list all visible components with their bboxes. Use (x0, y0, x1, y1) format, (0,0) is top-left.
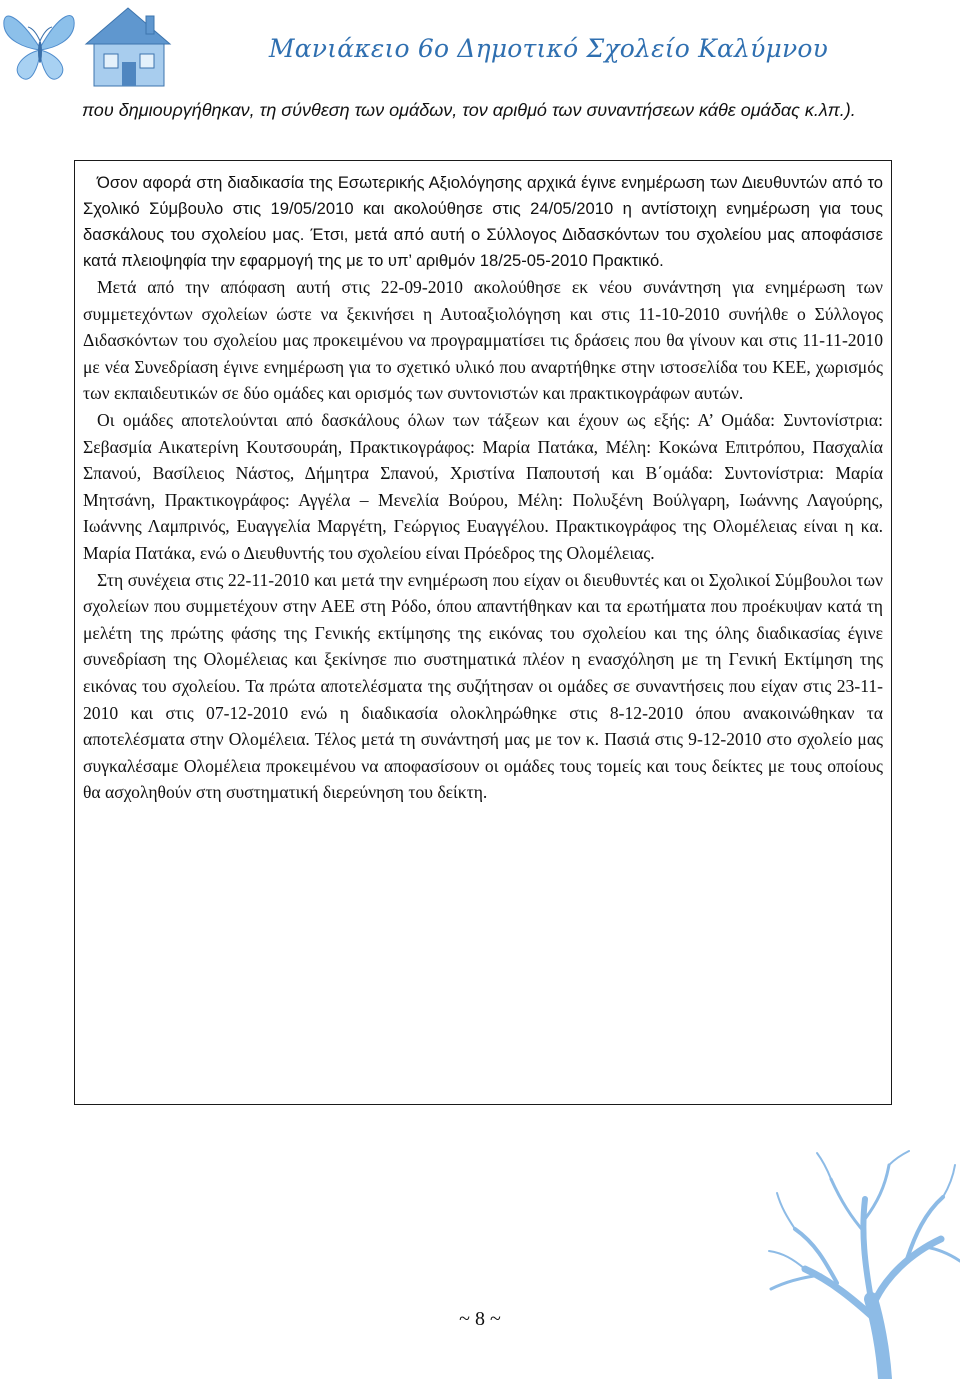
paragraph-plenary: Στη συνέχεια στις 22-11-2010 και μετά την ενημέρωση που είχαν οι διευθυντές και οι Σχολικοί Σύμβουλοι των σχολείων που συμμετέχουν στην ΑΕΕ στη Ρόδο, όπου απαντήθηκαν και τα ερωτήματα που προέκυψαν κατά τη μελέτη της πρώτης φάσης της Γενικής εκτίμησης της εικόνας του σχολείου και της όλης διαδικασίας έγινε συνεδρίαση της Ολομέλειας και ξεκίνησε πιο συστηματικά πλέον η ενασχόληση με τη Γενική Εκτίμηση της εικόνας του σχολείου. Τα πρώτα αποτελέσματα της συζήτησαν οι ομάδες σε συναντήσεις που είχαν στις 23-11-2010 και στις 07-12-2010 ενώ η διαδικασία ολοκληρώθηκε στις 8-12-2010 όπου ανακοινώθηκαν τα αποτελέσματα στην Ολομέλεια. Τέλος μετά τη συνάντησή μας με τον κ. Πασιά στις 9-12-2010 στο σχολείο μας συγκαλέσαμε Ολομέλεια προκειμένου να αποφασίσουν οι ομάδες τους τομείς και τους δείκτες με τους οποίους θα ασχοληθούν στη συστηματική διερεύνηση του δείκτη. (83, 569, 883, 803)
paragraph-meetings: Μετά από την απόφαση αυτή στις 22-09-2010 ακολούθησε εκ νέου συνάντηση για ενημέρωση των συμμετεχόντων σχολείων ώστε να ξεκινήσει η Αυτοαξιολόγηση και στις 11-10-2010 συνήλθε ο Σύλλογος Διδασκόντων του σχολείου μας προκειμένου να προγραμματίσει τις δράσεις που θα γίνουν και στις 11-11-2010 με νέα Συνεδρίαση έγινε ενημέρωση για το σχετικό υλικό που αναρτήθηκε στην ιστοσελίδα του ΚΕΕ, χωρισμός των εκπαιδευτικών σε δύο ομάδες και ορισμός των συντονιστών και πρακτικογράφων αυτών. (83, 277, 883, 404)
page-number: ~ 8 ~ (459, 1308, 501, 1330)
paragraph-groups: Οι ομάδες αποτελούνται από δασκάλους όλων των τάξεων και έχουν ως εξής: Α’ Ομάδα: Συντονίστρια: Σεβασμία Αικατερίνη Κουτσουράη, Πρακτικογράφος: Μαρία Πατάκα, Μέλη: Κοκώνα Επιτρόπου, Πασχαλία Σπανού, Βασίλειος Νάστος, Δήμητρα Σπανού, Χριστίνα Παπουτσή και Β΄ομάδα: Συντονίστρια: Μαρία Μητσάνη, Πρακτικογράφος: Αγγέλα – Μενελία Βούρου, Μέλη: Πολυξένη Βούλγαρη, Ιωάννης Λαγούρης, Ιωάννης Λαμπρινός, Ευαγγελία Μαργέτη, Γεώργιος Ευαγγέλου. Πρακτικογράφος της Ολομέλειας είναι η κα. Μαρία Πατάκα, ενώ ο Διευθυντής του σχολείου είναι Πρόεδρος της Ολομέλειας. (83, 409, 883, 563)
header-title: Μανιάκειο 6ο Δημοτικό Σχολείο Καλύμνου (268, 34, 828, 63)
tree-icon (765, 1149, 960, 1379)
butterfly-icon (4, 16, 74, 80)
paragraph-evaluation-procedure: Όσον αφορά στη διαδικασία της Εσωτερικής Αξιολόγησης αρχικά έγινε ενημέρωση των Διευθυντών από το Σχολικό Σύμβουλο στις 19/05/2010 και ακολούθησε στις 24/05/2010 η αντίστοιχη ενημέρωση για τους δασκάλους του σχολείου μας. Έτσι, μετά από αυτή ο Σύλλογος Διδασκόντων του σχολείου μας αποφάσισε κατά πλειοψηφία την εφαρμογή της με το υπ’ αριθμόν 18/25-05-2010 Πρακτικό. (83, 173, 883, 270)
header-decoration (0, 0, 200, 96)
house-icon (86, 8, 170, 86)
content-box (74, 160, 892, 1105)
intro-paragraph: που δημιουργήθηκαν, τη σύνθεση των ομάδων, τον αριθμό των συναντήσεων κάθε ομάδας κ.λπ.). (82, 100, 856, 120)
